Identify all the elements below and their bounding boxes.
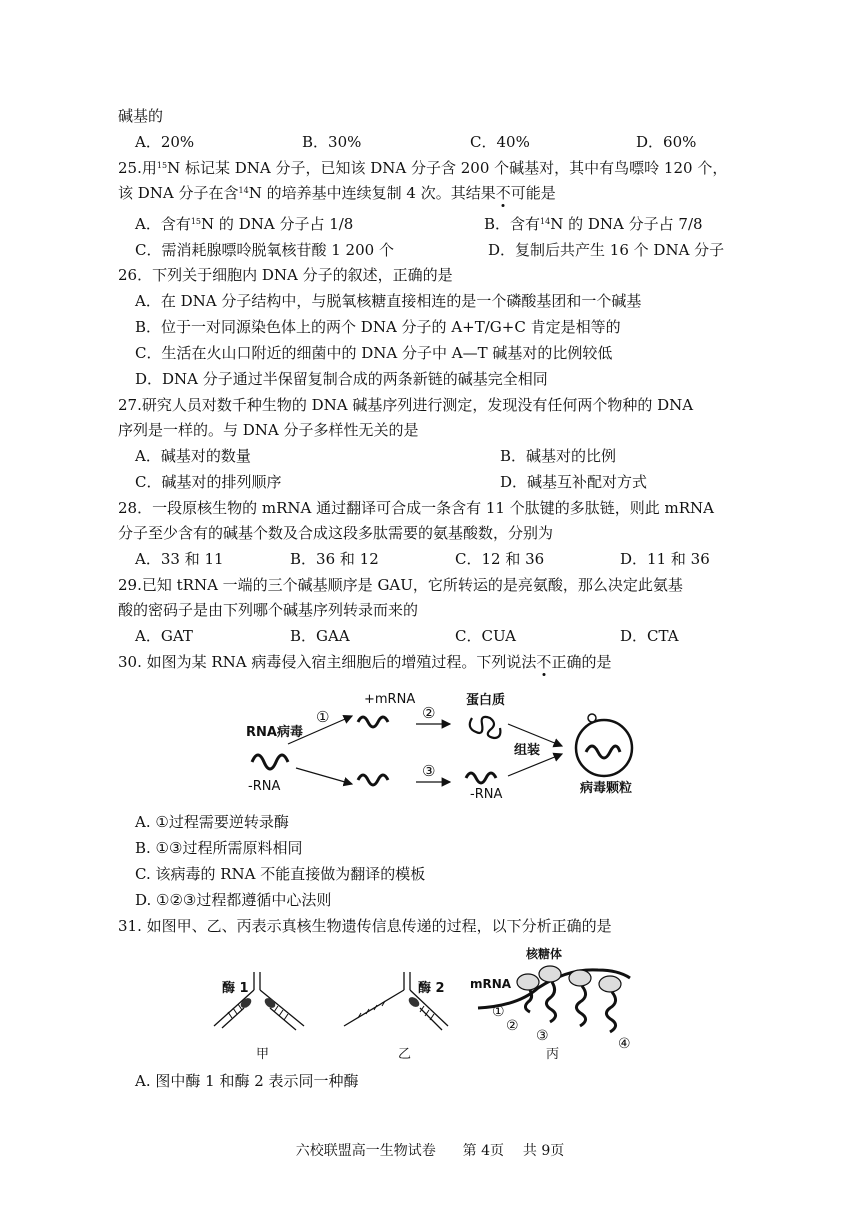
footer-title: 六校联盟高一生物试卷 [295,1143,436,1159]
q30-option-c: C. 该病毒的 RNA 不能直接做为翻译的模板 [135,865,426,883]
q25-option-d: D．复制后共产生 16 个 DNA 分子 [488,241,725,259]
q29-option-a: A．GAT [135,627,193,645]
q27-option-a: A．碱基对的数量 [135,447,251,465]
q30-particle-rna [586,746,620,758]
q29-option-d: D．CTA [620,627,679,645]
q31-label-bing: 丙 [546,1047,560,1062]
q30-num-1: ① [316,708,330,726]
q25-text: 该 DNA 分子在含 [118,184,239,202]
q31-label-ribosome: 核糖体 [526,947,563,961]
q29-option-c: C．CUA [455,627,516,645]
q30-num-3: ③ [422,762,436,780]
q31-figure [208,944,640,1062]
q30-stem-text: 正确的是 [551,653,612,671]
q28-option-c: C．12 和 36 [455,550,545,568]
q31-label-enzyme2: 酶 2 [418,981,445,996]
q31-label-enzyme1: 酶 1 [222,981,249,996]
q27-stem-line2: 序列是一样的。与 DNA 分子多样性无关的是 [118,421,419,439]
q29-stem-line1: 29.已知 tRNA 一端的三个碱基顺序是 GAU，它所转运的是亮氨酸，那么决定此氨基 [118,576,683,594]
q29-stem-line2: 酸的密码子是由下列哪个碱基序列转录而来的 [118,601,419,619]
q30-label-particle: 病毒颗粒 [580,781,633,796]
q24-option-b: B．30% [302,133,362,151]
footer-total: 共 9页 [522,1143,565,1159]
q27-option-c: C．碱基对的排列顺序 [135,473,282,491]
q26-option-c: C．生活在火山口附近的细菌中的 DNA 分子中 A—T 碱基对的比例较低 [135,344,613,362]
q28-option-d: D．11 和 36 [620,550,710,568]
q25-option-b-sup: 14 [540,217,551,226]
q25-text: 可能是 [510,184,556,202]
q25-sup-15: 15 [156,161,168,170]
q31-label-c1: ① [492,1004,505,1020]
q30-stem [118,652,611,672]
q26-option-b: B．位于一对同源染色体上的两个 DNA 分子的 A+T/G+C 肯定是相等的 [135,318,621,336]
q30-plus-mrna-shape [358,717,388,727]
q30-minus-rna2-shape [466,773,496,783]
q26-stem: 26．下列关于细胞内 DNA 分子的叙述，正确的是 [118,266,453,284]
q31-label-c3: ③ [536,1028,549,1044]
q26-option-d: D．DNA 分子通过半保留复制合成的两条新链的碱基完全相同 [135,370,548,388]
q30-option-a: A. ①过程需要逆转录酶 [135,813,289,831]
q24-option-d: D．60% [636,133,697,151]
q30-label-minus-rna2: -RNA [470,787,503,800]
q25-emphasis: 不 [495,184,511,202]
q31-stem: 31. 如图甲、乙、丙表示真核生物遗传信息传递的过程，以下分析正确的是 [118,917,612,935]
q24-option-c: C．40% [470,133,530,151]
q31-label-jia: 甲 [256,1047,270,1062]
page-footer [0,1140,860,1160]
footer-page: 第 4页 [462,1143,504,1159]
q31-label-mrna: mRNA [470,977,512,991]
q27-option-b: B．碱基对的比例 [500,447,617,465]
q25-option-a [135,214,353,234]
q30-figure [240,688,660,800]
q25-sup-14: 14 [238,186,249,195]
q25-option-b [484,214,703,234]
q25-text: N 标记某 DNA 分子，已知该 DNA 分子含 200 个碱基对，其中有鸟嘌呤 120 个， [167,159,728,177]
q31-label-yi: 乙 [398,1047,412,1062]
q31-label-c2: ② [506,1018,519,1034]
q30-virus-rna-shape [252,755,288,769]
q30-arrow-3a [296,768,352,784]
q30-option-d: D. ①②③过程都遵循中心法则 [135,891,332,909]
q28-stem-line1: 28．一段原核生物的 mRNA 通过翻译可合成一条含有 11 个肽键的多肽链，则此 mRNA [118,499,714,517]
q25-option-a-text: N 的 DNA 分子占 1/8 [201,215,354,233]
q25-number: 25. [118,159,142,177]
q30-stem-text: 30. 如图为某 RNA 病毒侵入宿主细胞后的增殖过程。下列说法 [118,653,537,671]
q30-label-plus-mrna: +mRNA [364,692,416,707]
q25-text: 用 [141,159,157,177]
q25-stem-line1 [118,158,727,178]
q30-particle-outer [576,720,632,776]
q28-option-b: B．36 和 12 [290,550,379,568]
q30-label-assemble: 组装 [514,743,541,758]
q28-stem-line2: 分子至少含有的碱基个数及合成这段多肽需要的氨基酸数，分别为 [118,524,554,542]
q25-option-a-sup: 15 [190,217,202,226]
q31-panel-bing [478,966,630,1032]
q25-option-b-text: N 的 DNA 分子占 7/8 [550,215,703,233]
q25-option-c: C．需消耗腺嘌呤脱氧核苷酸 1 200 个 [135,241,394,259]
q31-label-c4: ④ [618,1036,631,1052]
q29-option-b: B．GAA [290,627,350,645]
q25-option-b-text: B．含有 [484,215,541,233]
q25-text: N 的培养基中连续复制 4 次。其结果 [248,184,496,202]
q27-stem-line1: 27.研究人员对数千种生物的 DNA 碱基序列进行测定，发现没有任何两个物种的 DNA [118,396,694,414]
q30-num-2: ② [422,704,436,722]
q31-option-a: A. 图中酶 1 和酶 2 表示同一种酶 [135,1072,359,1090]
q30-emphasis: 不 [536,653,552,671]
q30-protein-shape [470,717,501,738]
q24-stem-tail: 碱基的 [118,107,164,125]
q25-stem-line2 [118,183,556,203]
q30-label-protein: 蛋白质 [466,693,506,708]
q30-minus-rna-mid-shape [358,775,388,785]
q25-option-a-text: A．含有 [135,215,191,233]
q30-option-b: B. ①③过程所需原料相同 [135,839,303,857]
q27-option-d: D．碱基互补配对方式 [500,473,648,491]
q30-label-minus-rna: -RNA [248,779,281,794]
q24-option-a: A．20% [135,133,195,151]
q28-option-a: A．33 和 11 [135,550,224,568]
q26-option-a: A．在 DNA 分子结构中，与脱氧核糖直接相连的是一个磷酸基团和一个碱基 [135,292,642,310]
q30-particle-knob [588,714,596,722]
q30-label-rna-virus: RNA病毒 [246,725,303,740]
